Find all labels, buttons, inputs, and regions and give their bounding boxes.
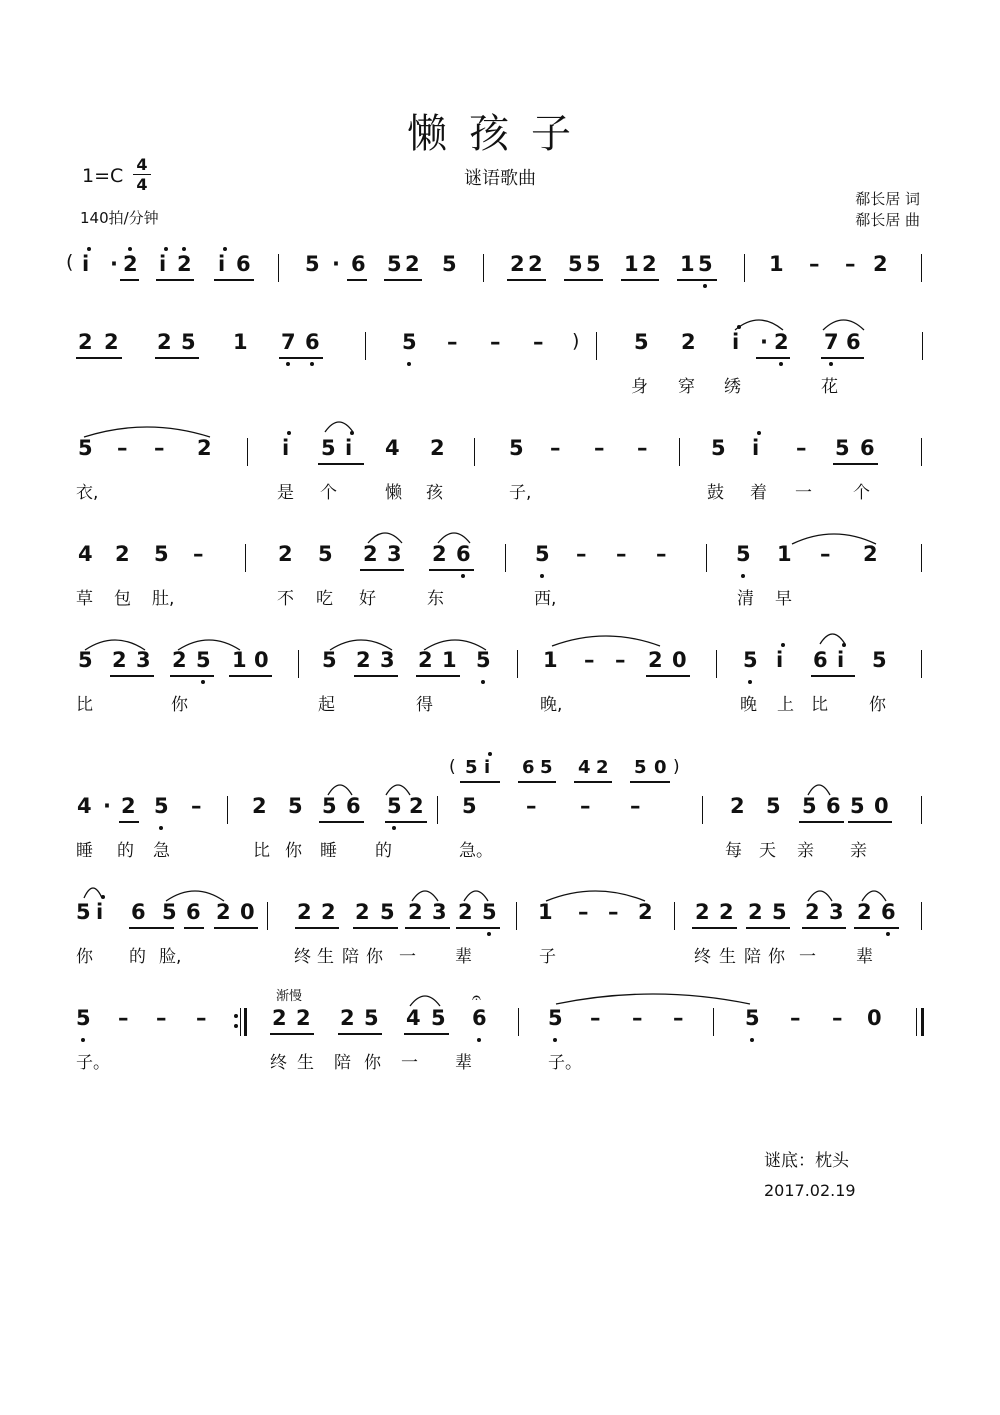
dash-extension: –: [578, 900, 589, 924]
note: 2: [409, 794, 424, 818]
note: 1: [538, 900, 553, 924]
lyric-syllable: 包: [114, 589, 131, 609]
note: 5: [196, 648, 211, 672]
note: 2: [296, 1006, 311, 1030]
note: 5: [318, 542, 333, 566]
note: 2: [774, 330, 789, 354]
note: 5: [154, 542, 169, 566]
note: 5: [380, 900, 395, 924]
note: 1: [543, 648, 558, 672]
lyric-syllable: 穿: [678, 377, 695, 397]
note: 1: [232, 648, 247, 672]
dash-extension: –: [526, 794, 537, 818]
dash-extension: –: [845, 252, 856, 276]
fermata: 𝄐: [472, 988, 481, 1007]
note: 1: [442, 648, 457, 672]
note: 2: [405, 252, 420, 276]
lyric-syllable: 一: [795, 483, 812, 503]
dash-extension: –: [832, 1006, 843, 1030]
slur-tie: [556, 994, 750, 1004]
note: 6: [351, 252, 366, 276]
note: 6: [846, 330, 861, 354]
note: 5: [462, 794, 477, 818]
dash-extension: –: [673, 1006, 684, 1030]
note: i: [96, 900, 104, 924]
riddle-answer: 谜底：枕头: [764, 1151, 849, 1171]
note: 5: [442, 252, 457, 276]
note: 5: [835, 436, 850, 460]
lyric-syllable: 鼓: [707, 483, 724, 503]
note: i: [837, 648, 845, 672]
ritardando-marking: 渐慢: [276, 989, 303, 1004]
note: 1: [769, 252, 784, 276]
note: 5: [162, 900, 177, 924]
interlude-note: 5: [634, 757, 647, 778]
note: 6: [346, 794, 361, 818]
slur-tie: [325, 422, 353, 432]
note: 5: [321, 436, 336, 460]
note: 6: [472, 1006, 487, 1030]
note: 2: [177, 252, 192, 276]
note: 7: [824, 330, 839, 354]
note: 5: [548, 1006, 563, 1030]
note: 2: [355, 900, 370, 924]
note: 4: [406, 1006, 421, 1030]
lyric-syllable: 孩: [426, 483, 443, 503]
note: 5: [387, 794, 402, 818]
note: 0: [874, 794, 889, 818]
note: 2: [115, 542, 130, 566]
interlude-note: 5: [540, 757, 553, 778]
note: 5: [305, 252, 320, 276]
note: 2: [172, 648, 187, 672]
note: 2: [648, 648, 663, 672]
note: i: [732, 330, 740, 354]
slur-tie: [386, 785, 410, 795]
dash-extension: –: [196, 1006, 207, 1030]
note: 3: [380, 648, 395, 672]
note: 2: [863, 542, 878, 566]
lyric-syllable: 生: [317, 947, 334, 967]
note: 2: [458, 900, 473, 924]
dash-extension: –: [608, 900, 619, 924]
note: 5: [154, 794, 169, 818]
lyric-syllable: 身: [631, 377, 648, 397]
slur-tie: [328, 785, 352, 795]
note: 6: [456, 542, 471, 566]
dash-extension: –: [550, 436, 561, 460]
interlude-open-paren: (: [449, 757, 456, 777]
lyric-syllable: 上: [777, 695, 794, 715]
lyric-syllable: 急。: [459, 841, 493, 861]
note: 5: [431, 1006, 446, 1030]
intro-close-paren: ): [572, 330, 580, 352]
lyric-syllable: 清: [737, 589, 754, 609]
slur-tie: [808, 891, 832, 901]
slur-tie: [166, 891, 224, 901]
note: 5: [772, 900, 787, 924]
note: 0: [867, 1006, 882, 1030]
note: 2: [340, 1006, 355, 1030]
note: i: [776, 648, 784, 672]
lyric-syllable: 你: [768, 947, 785, 967]
note: 1: [233, 330, 248, 354]
dash-extension: –: [490, 330, 501, 354]
lyric-syllable: 晚: [740, 695, 757, 715]
note: i: [82, 252, 90, 276]
note: 6: [860, 436, 875, 460]
slur-tie: [412, 891, 438, 901]
note: i: [159, 252, 167, 276]
note: 5: [76, 900, 91, 924]
note: 5: [76, 1006, 91, 1030]
lyric-syllable: 不: [277, 589, 294, 609]
note: 2: [157, 330, 172, 354]
lyric-syllable: 睡: [76, 841, 93, 861]
slur-tie: [178, 640, 240, 650]
note: 5: [535, 542, 550, 566]
slur-tie: [552, 636, 660, 646]
note: 3: [387, 542, 402, 566]
note: 5: [364, 1006, 379, 1030]
dash-extension: –: [533, 330, 544, 354]
note: 5: [766, 794, 781, 818]
dash-extension: –: [615, 648, 626, 672]
note: 6: [236, 252, 251, 276]
note: 3: [432, 900, 447, 924]
note: 5: [322, 794, 337, 818]
note: 4: [77, 794, 92, 818]
note: 0: [254, 648, 269, 672]
lyric-syllable: 陪: [334, 1053, 351, 1073]
lyric-syllable: 懒: [385, 483, 402, 503]
lyric-syllable: 你: [869, 695, 886, 715]
lyric-syllable: 生: [719, 947, 736, 967]
lyric-syllable: 花: [821, 377, 838, 397]
slur-tie: [368, 533, 402, 543]
note: 5: [288, 794, 303, 818]
song-title: 懒孩子: [407, 111, 593, 157]
lyric-syllable: 着: [750, 483, 767, 503]
lyric-syllable: 肚,: [152, 589, 175, 609]
slur-tie: [424, 640, 486, 650]
slur-tie: [410, 996, 440, 1006]
interlude-note: 5: [465, 757, 478, 778]
note: 5: [322, 648, 337, 672]
note: 5: [698, 252, 713, 276]
dash-extension: –: [117, 436, 128, 460]
note: 0: [240, 900, 255, 924]
note: 5: [476, 648, 491, 672]
dash-extension: –: [616, 542, 627, 566]
song-subtitle: 谜语歌曲: [464, 168, 536, 189]
note: 5: [711, 436, 726, 460]
note: i: [345, 436, 353, 460]
dot-augmentation: ·: [332, 252, 340, 276]
slur-tie: [438, 533, 470, 543]
lyric-syllable: 你: [76, 947, 93, 967]
note: 5: [482, 900, 497, 924]
slur-tie: [84, 427, 210, 437]
note: 0: [672, 648, 687, 672]
slur-tie: [820, 634, 845, 644]
dot-augmentation: ·: [760, 330, 768, 354]
lyric-syllable: 比: [253, 841, 270, 861]
note: 2: [805, 900, 820, 924]
lyric-syllable: 辈: [455, 947, 472, 967]
note: 2: [873, 252, 888, 276]
note: 5: [634, 330, 649, 354]
lyric-syllable: 个: [853, 483, 870, 503]
note: 6: [186, 900, 201, 924]
lyric-syllable: 个: [320, 483, 337, 503]
dash-extension: –: [193, 542, 204, 566]
note: 2: [104, 330, 119, 354]
note: 2: [642, 252, 657, 276]
lyric-syllable: 比: [76, 695, 93, 715]
note: 2: [857, 900, 872, 924]
lyric-syllable: 陪: [744, 947, 761, 967]
note: 5: [568, 252, 583, 276]
note: 2: [321, 900, 336, 924]
slur-tie: [808, 785, 830, 795]
note: 2: [432, 542, 447, 566]
note: 5: [745, 1006, 760, 1030]
dash-extension: –: [156, 1006, 167, 1030]
time-signature-bottom: 4: [136, 175, 148, 194]
note: i: [218, 252, 226, 276]
note: 2: [278, 542, 293, 566]
note: 2: [78, 330, 93, 354]
note: 2: [123, 252, 138, 276]
note: 5: [850, 794, 865, 818]
dash-extension: –: [820, 542, 831, 566]
note: 2: [638, 900, 653, 924]
interlude-close-paren: ): [673, 757, 680, 777]
dash-extension: –: [584, 648, 595, 672]
lyric-syllable: 的: [129, 947, 146, 967]
lyric-syllable: 子。: [548, 1053, 582, 1073]
composer-credit: 郗长居 曲: [855, 211, 920, 229]
note: 5: [802, 794, 817, 818]
note: 2: [252, 794, 267, 818]
lyric-syllable: 陪: [342, 947, 359, 967]
note: 1: [777, 542, 792, 566]
note: 2: [408, 900, 423, 924]
note: 5: [736, 542, 751, 566]
note: i: [752, 436, 760, 460]
dash-extension: –: [447, 330, 458, 354]
lyric-syllable: 是: [277, 483, 294, 503]
interlude-note: 4: [578, 757, 591, 778]
note: 4: [78, 542, 93, 566]
note: 1: [680, 252, 695, 276]
dot-augmentation: ·: [103, 794, 111, 818]
note: 3: [829, 900, 844, 924]
lyric-syllable: 比: [811, 695, 828, 715]
dash-extension: –: [632, 1006, 643, 1030]
note: 5: [872, 648, 887, 672]
lyric-syllable: 脸,: [159, 947, 182, 967]
note: 2: [363, 542, 378, 566]
note: 6: [305, 330, 320, 354]
interlude-note: 6: [522, 757, 535, 778]
note: 2: [356, 648, 371, 672]
dash-extension: –: [594, 436, 605, 460]
lyric-syllable: 西,: [534, 589, 557, 609]
note: 2: [418, 648, 433, 672]
lyricist-credit: 郗长居 词: [855, 190, 920, 208]
note: 4: [385, 436, 400, 460]
note: 1: [624, 252, 639, 276]
lyric-syllable: 好: [359, 589, 376, 609]
note: 2: [272, 1006, 287, 1030]
note: 2: [528, 252, 543, 276]
lyric-syllable: 天: [759, 841, 776, 861]
lyric-syllable: 子。: [76, 1053, 110, 1073]
dash-extension: –: [656, 542, 667, 566]
lyric-syllable: 得: [416, 695, 433, 715]
note: 2: [112, 648, 127, 672]
note: 6: [881, 900, 896, 924]
note: 2: [695, 900, 710, 924]
lyric-syllable: 辈: [455, 1053, 472, 1073]
lyric-syllable: 晚,: [540, 695, 563, 715]
note: 6: [813, 648, 828, 672]
note: 5: [387, 252, 402, 276]
note: 2: [730, 794, 745, 818]
lyric-syllable: 你: [364, 1053, 381, 1073]
note: i: [282, 436, 290, 460]
lyric-syllable: 急: [153, 841, 170, 861]
note: 2: [197, 436, 212, 460]
lyric-syllable: 早: [775, 589, 792, 609]
note: 5: [586, 252, 601, 276]
lyric-syllable: 的: [375, 841, 392, 861]
lyric-syllable: 辈: [856, 947, 873, 967]
lyric-syllable: 衣,: [76, 483, 99, 503]
dash-extension: –: [590, 1006, 601, 1030]
lyric-syllable: 子,: [509, 483, 532, 503]
dash-extension: –: [580, 794, 591, 818]
note: 2: [510, 252, 525, 276]
interlude-note: 2: [596, 757, 609, 778]
note: 2: [748, 900, 763, 924]
dash-extension: –: [637, 436, 648, 460]
lyric-syllable: 睡: [320, 841, 337, 861]
dot-augmentation: ·: [110, 252, 118, 276]
lyric-syllable: 你: [171, 695, 188, 715]
dash-extension: –: [809, 252, 820, 276]
dash-extension: –: [191, 794, 202, 818]
lyric-syllable: 终: [270, 1053, 287, 1073]
note: 5: [402, 330, 417, 354]
note: 6: [131, 900, 146, 924]
dash-extension: –: [118, 1006, 129, 1030]
note: 2: [216, 900, 231, 924]
tempo-marking: 140拍/分钟: [80, 209, 159, 227]
note: 5: [743, 648, 758, 672]
dash-extension: –: [576, 542, 587, 566]
lyric-syllable: 亲: [850, 841, 867, 861]
lyric-syllable: 你: [366, 947, 383, 967]
lyric-syllable: 吃: [316, 589, 333, 609]
note: 5: [78, 436, 93, 460]
key-signature: 1=C: [82, 165, 124, 187]
slur-tie: [330, 640, 392, 650]
slur-tie: [546, 891, 645, 901]
note: 3: [136, 648, 151, 672]
lyric-syllable: 一: [401, 1053, 418, 1073]
lyric-syllable: 生: [297, 1053, 314, 1073]
lyric-syllable: 终: [294, 947, 311, 967]
slur-tie: [823, 320, 864, 330]
note: 2: [719, 900, 734, 924]
lyric-syllable: 起: [318, 695, 335, 715]
composition-date: 2017.02.19: [764, 1181, 856, 1200]
lyric-syllable: 的: [117, 841, 134, 861]
lyric-syllable: 绣: [724, 377, 741, 397]
slur-tie: [735, 320, 783, 330]
lyric-syllable: 一: [399, 947, 416, 967]
dash-extension: –: [154, 436, 165, 460]
slur-tie: [862, 891, 886, 901]
dash-extension: –: [790, 1006, 801, 1030]
lyric-syllable: 一: [799, 947, 816, 967]
dash-extension: –: [796, 436, 807, 460]
lyric-syllable: 亲: [797, 841, 814, 861]
lyric-syllable: 你: [285, 841, 302, 861]
lyric-syllable: 东: [427, 589, 444, 609]
lyric-syllable: 子: [539, 947, 556, 967]
interlude-note: 0: [654, 757, 667, 778]
time-signature-top: 4: [136, 155, 148, 174]
slur-tie: [85, 640, 145, 650]
slur-tie: [84, 888, 102, 898]
note: 6: [826, 794, 841, 818]
slur-tie: [464, 891, 488, 901]
note: 2: [297, 900, 312, 924]
note: 2: [430, 436, 445, 460]
note: 5: [509, 436, 524, 460]
intro-open-paren: (: [66, 251, 74, 273]
note: 2: [681, 330, 696, 354]
lyric-syllable: 终: [694, 947, 711, 967]
note: 5: [78, 648, 93, 672]
lyric-syllable: 每: [725, 841, 742, 861]
note: 7: [281, 330, 296, 354]
note: 2: [121, 794, 136, 818]
slur-tie: [792, 534, 876, 544]
note: 5: [181, 330, 196, 354]
dash-extension: –: [630, 794, 641, 818]
interlude-note: i: [484, 757, 491, 778]
lyric-syllable: 草: [76, 589, 93, 609]
